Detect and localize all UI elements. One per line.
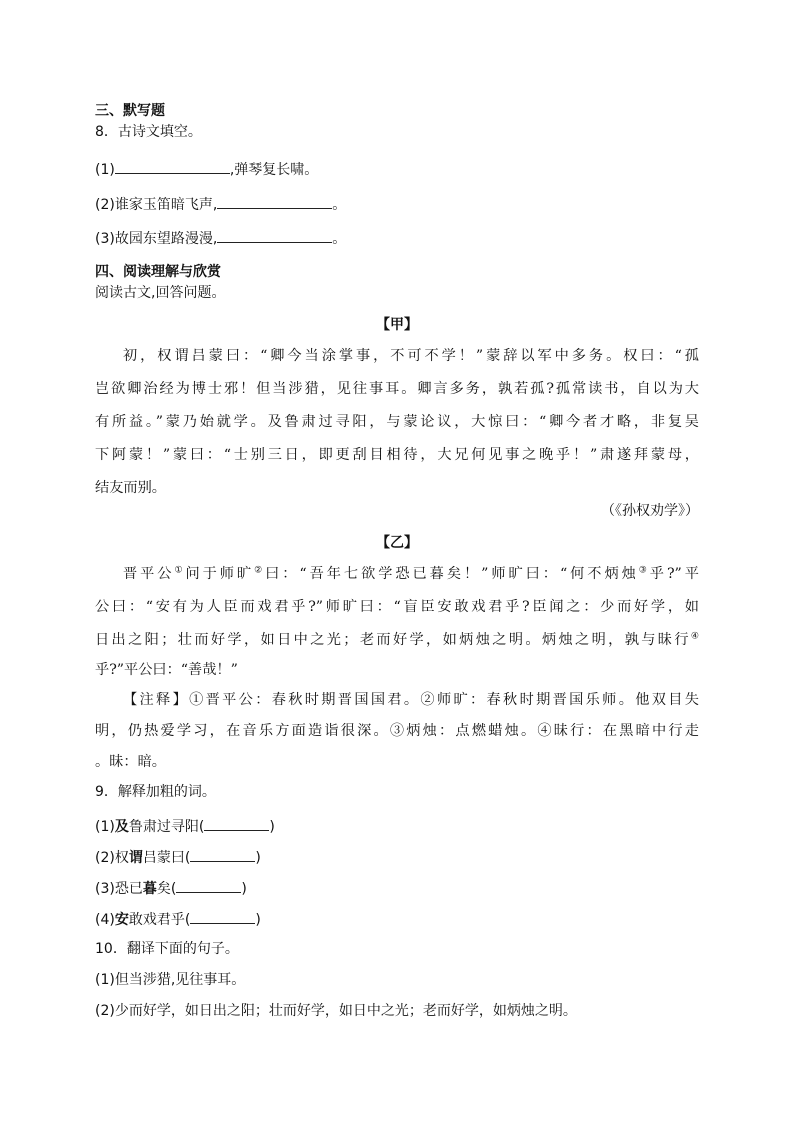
q9-text: ) xyxy=(269,819,275,835)
q8-item-2 xyxy=(95,193,346,215)
q9-text: 敢戏君乎( xyxy=(128,912,191,928)
yi-text: 曰：“吾年七欲学恐已暮矣！”师旷曰：“何不炳烛 xyxy=(265,566,639,582)
notes-line-3: 。昧：暗。 xyxy=(95,754,166,770)
q9-text: (2)权 xyxy=(95,850,129,866)
q8-item-2-blank[interactable] xyxy=(217,193,332,209)
q9-text: 吕蒙曰( xyxy=(142,850,191,866)
q9-item-2 xyxy=(95,846,261,868)
passage-jia-source: （《孙权劝学》） xyxy=(601,503,699,519)
q9-item-4-blank[interactable] xyxy=(190,908,255,924)
q8-item-1-blank[interactable] xyxy=(115,158,230,174)
footnote-marker: ④ xyxy=(690,631,699,642)
q9-text: (4) xyxy=(95,912,115,928)
footnote-marker: ① xyxy=(174,565,186,576)
q8-item-2-suffix: 。 xyxy=(332,197,347,213)
yi-text: 晋平公 xyxy=(123,566,175,582)
q9-text: (1) xyxy=(95,819,115,835)
yi-text: 乎?”平 xyxy=(649,566,699,582)
footnote-marker: ② xyxy=(254,565,266,576)
question-9-stem: 9．解释加粗的词。 xyxy=(95,784,216,800)
passage-jia-line-1: 初，权谓吕蒙曰：“卿今当涂掌事，不可不学！”蒙辞以军中多务。权曰：“孤 xyxy=(123,348,699,364)
notes-line-1: 【注释】①晋平公：春秋时期晋国国君。②师旷：春秋时期晋国乐师。他双目失 xyxy=(123,692,699,708)
q9-item-2-blank[interactable] xyxy=(190,846,255,862)
q9-text: 鲁肃过寻阳( xyxy=(128,819,205,835)
q9-item-3 xyxy=(95,877,247,899)
passage-jia-line-2: 岂欲卿治经为博士邪！但当涉猎，见往事耳。卿言多务，孰若孤?孤常读书，自以为大 xyxy=(95,381,699,397)
q9-text: (3)恐已 xyxy=(95,881,143,897)
q9-item-3-blank[interactable] xyxy=(176,877,241,893)
q9-item-4 xyxy=(95,908,261,930)
question-10-stem: 10．翻译下面的句子。 xyxy=(95,941,239,957)
q9-item-1-blank[interactable] xyxy=(204,815,269,831)
q8-item-3-blank[interactable] xyxy=(217,227,332,243)
q8-item-1-prefix: (1) xyxy=(95,162,115,178)
q9-text: ) xyxy=(255,912,261,928)
bold-word: 安 xyxy=(114,912,129,928)
section-heading-dictation: 三、默写题 xyxy=(95,103,165,119)
q9-text: ) xyxy=(241,881,247,897)
passage-jia-line-3: 有所益。”蒙乃始就学。及鲁肃过寻阳，与蒙论议，大惊曰：“卿今者才略，非复吴 xyxy=(95,414,699,430)
passage-jia-title: 【甲】 xyxy=(376,317,418,333)
q9-item-1 xyxy=(95,815,275,837)
q8-item-1-suffix: ,弹琴复长啸。 xyxy=(229,162,319,178)
q8-item-1 xyxy=(95,158,318,180)
notes-line-2: 明，仍热爱学习，在音乐方面造诣很深。③炳烛：点燃蜡烛。④昧行：在黑暗中行走 xyxy=(95,723,699,739)
yi-text: 问于师旷 xyxy=(185,566,255,582)
q8-item-2-prefix: (2)谁家玉笛暗飞声, xyxy=(95,197,218,213)
section-heading-reading: 四、阅读理解与欣赏 xyxy=(95,264,221,280)
q9-text: 矣( xyxy=(156,881,177,897)
passage-jia-line-4: 下阿蒙！”蒙曰：“士别三日，即更刮目相待，大兄何见事之晚乎！”肃遂拜蒙母， xyxy=(95,447,699,463)
q8-item-3 xyxy=(95,227,346,249)
question-8-stem: 8．古诗文填空。 xyxy=(95,124,202,140)
passage-yi-line-1 xyxy=(123,564,699,584)
q8-item-3-suffix: 。 xyxy=(332,231,347,247)
yi-text: 日出之阳；壮而好学，如日中之光；老而好学，如炳烛之明。炳烛之明，孰与昧行 xyxy=(95,632,691,648)
bold-word: 及 xyxy=(114,819,129,835)
passage-yi-line-4: 乎?”平公曰：“善哉！” xyxy=(95,662,238,678)
q9-text: ) xyxy=(255,850,261,866)
passage-yi-line-2: 公曰：“安有为人臣而戏君乎?”师旷曰：“盲臣安敢戏君乎?臣闻之：少而好学，如 xyxy=(95,599,699,615)
passage-jia-line-5: 结友而别。 xyxy=(95,480,166,496)
passage-yi-title: 【乙】 xyxy=(376,535,418,551)
footnote-marker: ③ xyxy=(638,565,650,576)
q10-item-1: (1)但当涉猎,见往事耳。 xyxy=(95,972,246,988)
q10-item-2: (2)少而好学，如日出之阳；壮而好学，如日中之光；老而好学，如炳烛之明。 xyxy=(95,1003,577,1019)
passage-yi-line-3 xyxy=(95,630,699,650)
q8-item-3-prefix: (3)故园东望路漫漫, xyxy=(95,231,218,247)
bold-word: 暮 xyxy=(142,881,157,897)
bold-word: 谓 xyxy=(128,850,143,866)
reading-intro: 阅读古文,回答问题。 xyxy=(95,285,226,301)
